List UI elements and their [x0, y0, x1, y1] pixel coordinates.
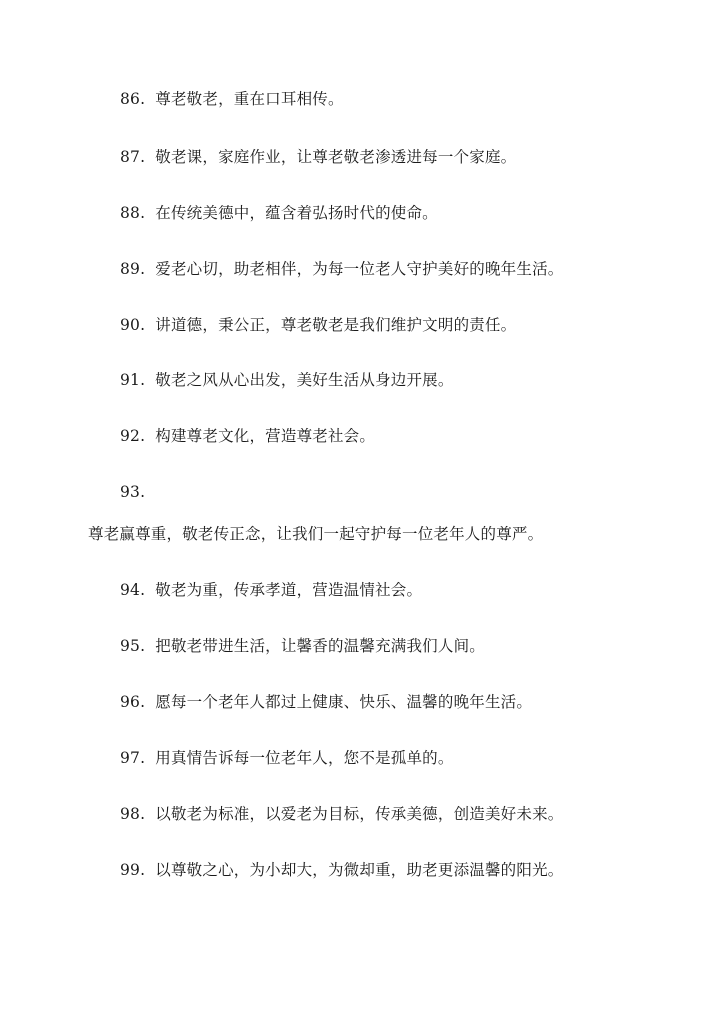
item-number: 94. — [120, 581, 146, 599]
item-text: 愿每一个老年人都过上健康、快乐、温馨的晚年生活。 — [155, 693, 533, 711]
item-text: 以尊敬之心，为小却大，为微却重，助老更添温馨的阳光。 — [155, 861, 564, 879]
item-number: 90. — [120, 316, 146, 334]
list-item — [120, 89, 344, 109]
list-item — [120, 692, 532, 712]
list-item — [120, 147, 516, 167]
item-text: 尊老敬老，重在口耳相传。 — [155, 90, 344, 108]
item-text: 用真情告诉每一位老年人，您不是孤单的。 — [155, 749, 454, 767]
list-item — [120, 804, 563, 824]
item-number: 91. — [120, 371, 146, 389]
item-text: 构建尊老文化，营造尊老社会。 — [155, 427, 376, 445]
list-item — [120, 370, 454, 390]
item-number: 92. — [120, 427, 146, 445]
list-item — [120, 203, 438, 223]
item-text: 敬老课，家庭作业，让尊老敬老渗透进每一个家庭。 — [155, 148, 517, 166]
item-text: 讲道德，秉公正，尊老敬老是我们维护文明的责任。 — [155, 316, 517, 334]
list-item — [120, 860, 563, 880]
item-number: 87. — [120, 148, 146, 166]
list-item — [120, 482, 155, 502]
item-number: 97. — [120, 749, 146, 767]
list-item — [120, 636, 485, 656]
list-item — [120, 580, 422, 600]
item-text: 爱老心切，助老相伴，为每一位老人守护美好的晚年生活。 — [155, 260, 564, 278]
item-text: 尊老赢尊重，敬老传正念，让我们一起守护每一位老年人的尊严。 — [88, 525, 544, 543]
list-item — [120, 259, 563, 279]
list-item — [120, 315, 516, 335]
item-number: 86. — [120, 90, 146, 108]
item-number: 93. — [120, 483, 146, 501]
item-number: 99. — [120, 861, 146, 879]
item-text: 在传统美德中，蕴含着弘扬时代的使命。 — [155, 204, 438, 222]
item-number: 88. — [120, 204, 146, 222]
item-number: 89. — [120, 260, 146, 278]
item-text: 敬老为重，传承孝道，营造温情社会。 — [155, 581, 423, 599]
list-item — [120, 748, 454, 768]
list-item — [120, 426, 375, 446]
item-text: 敬老之风从心出发，美好生活从身边开展。 — [155, 371, 454, 389]
item-number: 96. — [120, 693, 146, 711]
item-number: 98. — [120, 805, 146, 823]
list-item-continuation — [88, 524, 543, 544]
item-text: 以敬老为标准，以爱老为目标，传承美德，创造美好未来。 — [155, 805, 564, 823]
item-text: 把敬老带进生活，让馨香的温馨充满我们人间。 — [155, 637, 485, 655]
item-number: 95. — [120, 637, 146, 655]
